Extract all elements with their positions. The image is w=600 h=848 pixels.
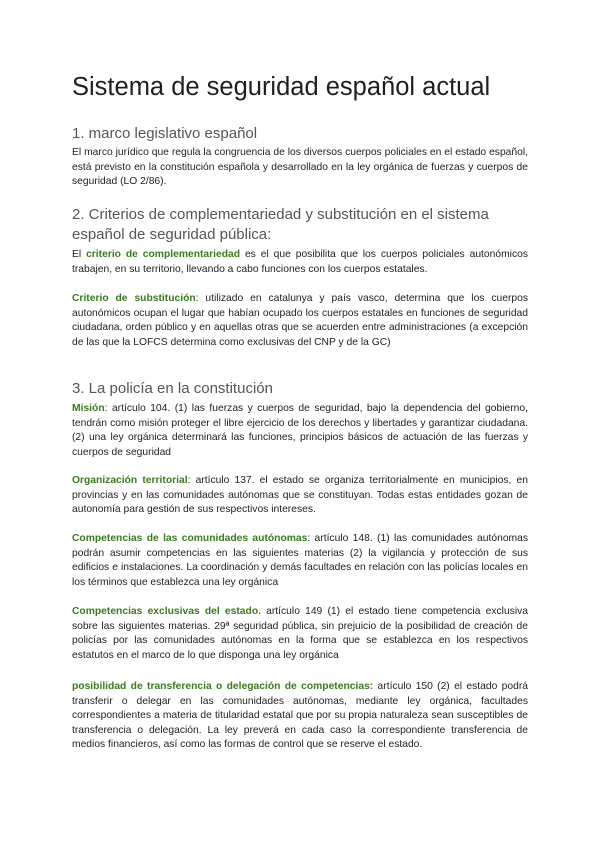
page-title: Sistema de seguridad español actual — [72, 73, 491, 101]
term-competencias-ca: Competencias de las comunidades autónomas — [72, 533, 308, 544]
term-competencias-estado: Competencias exclusivas del estado — [72, 606, 259, 617]
section-3-paragraph-transferencia: posibilidad de transferencia o delegación de competencias: artículo 150 (2) el estado podrá transferir o delegar en las comunidades autónomas, mediante ley orgánica, facultades correspondientes a materia de titularidad estatal que por su propia naturaleza sean susceptibles de transferencia o delegación. La ley preverá en cada caso la correspondiente transferencia de medios financieros, así como las formas de control que se reserve el estado. — [72, 681, 528, 751]
section-2-paragraph-1: El criterio de complementariedad es el que posibilita que los cuerpos policiales autonómicos trabajen, en su territorio, llevando a cabo funciones con los cuerpos estatales. — [72, 249, 528, 275]
section-2-heading: 2. Criterios de complementariedad y substitución en el sistema español de seguridad pública: — [72, 206, 489, 243]
section-3-paragraph-competencias-ca: Competencias de las comunidades autónomas: artículo 148. (1) las comunidades autónomas podrán asumir competencias en las siguientes materias (2) la vigilancia y protección de sus edificios e instalaciones. La coordinación y demás facultades en relación con las policías locales en los términos que establezca una ley orgánica — [72, 533, 528, 588]
section-3-paragraph-mision: Misión: artículo 104. (1) las fuerzas y cuerpos de seguridad, bajo la dependencia del gobierno, tendrán como misión proteger el libre ejercicio de los derechos y libertades y garantizar ciudadana. (2) una ley orgánica determinará las funciones, principios básicos de actuación de las fuerzas y cuerpos de seguridad — [72, 403, 528, 458]
section-3-heading: 3. La policía en la constitución — [72, 380, 273, 397]
section-2-paragraph-2: Criterio de substitución: utilizado en catalunya y país vasco, determina que los cuerpos autonómicos ocupan el lugar que habían ocupado los cuerpos estatales en funciones de seguridad ciudadana, orden público y en aquellas otras que se acuerden entre administraciones (a excepción de las que la LOFCS determina como exclusivas del CNP y de la GC) — [72, 293, 528, 348]
term-complementariedad: criterio de complementariedad — [86, 249, 241, 260]
section-1-heading: 1. marco legislativo español — [72, 125, 258, 142]
section-3-paragraph-competencias-estado: Competencias exclusivas del estado. artículo 149 (1) el estado tiene competencia exclusiva sobre las siguientes materias. 29ª seguridad pública, sin prejuicio de la posibilidad de creación de policías por las comunidades autónomas en la forma que se establezca en los respectivos estatutos en el marco de lo que disponga una ley orgánica — [72, 606, 528, 661]
section-1-paragraph-1: El marco jurídico que regula la congruencia de los diversos cuerpos policiales en el estado español, está previsto en la constitución española y desarrollado en la ley orgánica de fuerzas y cuerpos de seguridad (LO 2/86). — [72, 147, 528, 188]
term-substitucion: Criterio de substitución — [72, 293, 196, 304]
term-transferencia: posibilidad de transferencia o delegación de competencias: — [72, 681, 374, 692]
section-3-paragraph-organizacion: Organización territorial: artículo 137. el estado se organiza territorialmente en municipios, en provincias y en las comunidades autónomas que se constituyan. Todas estas entidades gozan de autonomía para gestión de sus respectivos intereses. — [72, 475, 528, 516]
term-mision: Misión — [72, 403, 105, 414]
term-organizacion-territorial: Organización territorial — [72, 475, 188, 486]
